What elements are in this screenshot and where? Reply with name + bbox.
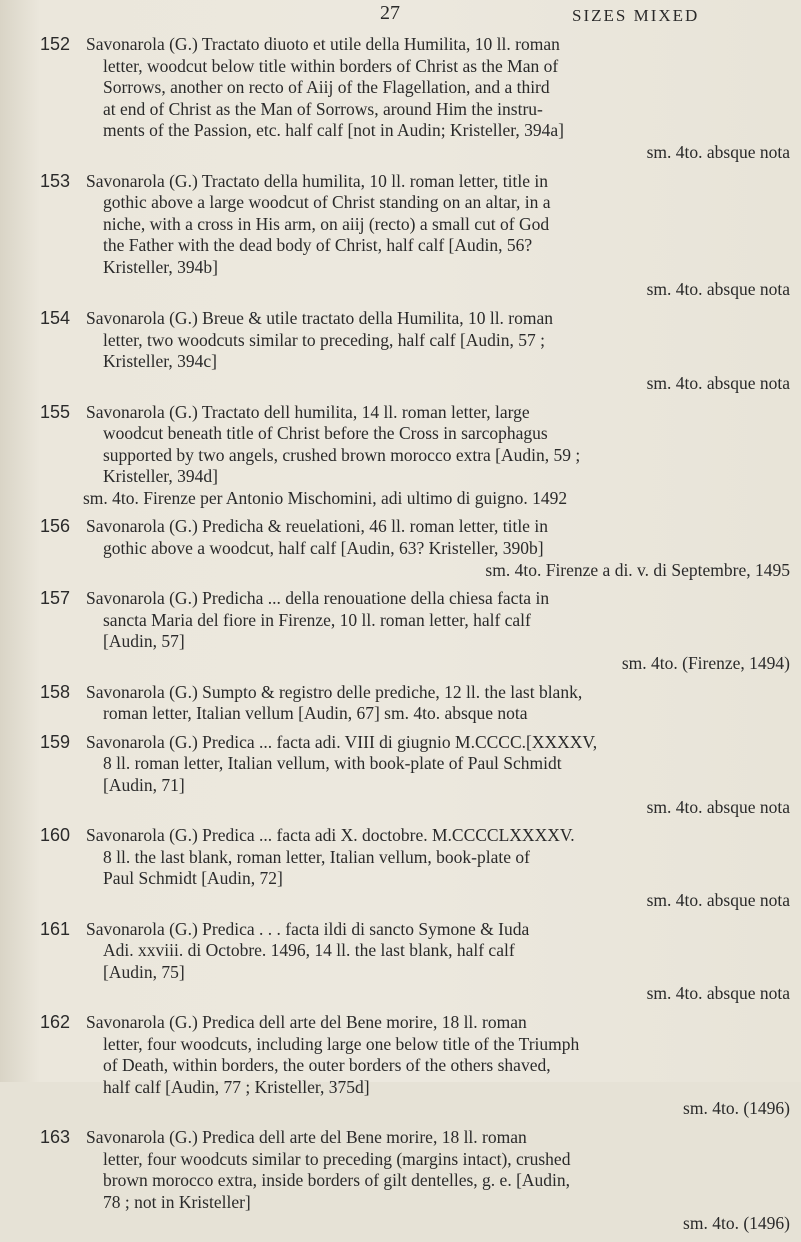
catalogue-entry [0, 402, 801, 510]
entry-description [86, 1012, 792, 1120]
lot-number: 162 [40, 1011, 71, 1032]
entry-line: sm. 4to. absque nota [646, 372, 790, 393]
catalogue-entry [0, 171, 801, 301]
lot-number: 155 [40, 401, 71, 422]
catalogue-entry [0, 825, 801, 911]
catalogue-entry [0, 308, 801, 394]
entry-line: Savonarola (G.) Sumpto & registro delle prediche, 12 ll. the last blank, [86, 681, 583, 702]
entry-line: letter, two woodcuts similar to preceding, half calf [Audin, 57 ; [103, 329, 546, 350]
entry-line: 8 ll. roman letter, Italian vellum, with book-plate of Paul Schmidt [103, 753, 562, 774]
entry-line: Savonarola (G.) Predica . . . facta ildi di sancto Symone & Iuda [86, 918, 530, 939]
entry-line: the Father with the dead body of Christ, half calf [Audin, 56? [103, 235, 533, 256]
catalogue-entry [0, 1127, 801, 1235]
entry-line: Savonarola (G.) Predicha & reuelationi, 46 ll. roman letter, title in [86, 516, 548, 537]
lot-number: 158 [40, 681, 71, 702]
entry-line: Savonarola (G.) Tractato dell humilita, 14 ll. roman letter, large [86, 401, 530, 422]
catalogue-entries [0, 34, 801, 1242]
entry-line: at end of Christ as the Man of Sorrows, around Him the instru- [103, 98, 543, 119]
entry-line: sm. 4to. (1496) [683, 1098, 790, 1119]
entry-line: sm. 4to. absque nota [646, 889, 790, 910]
entry-description [86, 825, 792, 911]
entry-line: Savonarola (G.) Predica ... facta adi. VIII di giugnio M.CCCC.[XXXXV, [86, 731, 598, 752]
entry-line: Savonarola (G.) Tractato della humilita, 10 ll. roman letter, title in [86, 170, 548, 191]
entry-line: sm. 4to. Firenze a di. v. di Septembre, 1495 [485, 559, 790, 580]
entry-line: Savonarola (G.) Predica dell arte del Bene morire, 18 ll. roman [86, 1011, 527, 1032]
entry-line: 78 ; not in Kristeller] [103, 1191, 251, 1212]
entry-line: niche, with a cross in His arm, on aiij (recto) a small cut of God [103, 213, 550, 234]
entry-line: Kristeller, 394c] [103, 351, 217, 372]
entry-line: sm. 4to. (1496) [683, 1213, 790, 1234]
entry-description [86, 34, 792, 164]
entry-line: half calf [Audin, 77 ; Kristeller, 375d] [103, 1076, 370, 1097]
entry-description [86, 732, 792, 818]
entry-line: woodcut beneath title of Christ before the Cross in sarcophagus [103, 423, 548, 444]
entry-line: gothic above a large woodcut of Christ standing on an altar, in a [103, 192, 551, 213]
catalogue-entry [0, 682, 801, 725]
entry-line: Paul Schmidt [Audin, 72] [103, 868, 283, 889]
entry-description [86, 516, 792, 581]
entry-description [86, 1127, 792, 1235]
lot-number: 163 [40, 1126, 71, 1147]
entry-description [86, 308, 792, 394]
entry-line: Kristeller, 394b] [103, 256, 218, 277]
entry-line: supported by two angels, crushed brown morocco extra [Audin, 59 ; [103, 444, 581, 465]
catalogue-entry [0, 516, 801, 581]
entry-description [86, 919, 792, 1005]
entry-line: sm. 4to. absque nota [646, 796, 790, 817]
entry-line: sm. 4to. absque nota [646, 278, 790, 299]
entry-line: roman letter, Italian vellum [Audin, 67] sm. 4to. absque nota [103, 703, 528, 724]
entry-line: Sorrows, another on recto of Aiij of the Flagellation, and a third [103, 77, 550, 98]
entry-line: of Death, within borders, the outer borders of the others shaved, [103, 1055, 551, 1076]
page-number: 27 [380, 2, 400, 24]
entry-line: Adi. xxviii. di Octobre. 1496, 14 ll. the last blank, half calf [103, 940, 515, 961]
entry-line: 8 ll. the last blank, roman letter, Italian vellum, book-plate of [103, 846, 530, 867]
entry-line: [Audin, 75] [103, 961, 185, 982]
entry-line: sm. 4to. (Firenze, 1494) [621, 653, 790, 674]
catalogue-entry [0, 1012, 801, 1120]
lot-number: 152 [40, 34, 71, 54]
entry-description [86, 171, 792, 301]
lot-number: 154 [40, 308, 71, 329]
entry-line: ments of the Passion, etc. half calf [not in Audin; Kristeller, 394a] [103, 120, 564, 141]
catalogue-entry [0, 34, 801, 164]
entry-line: letter, four woodcuts similar to preceding (margins intact), crushed [103, 1148, 571, 1169]
entry-description [86, 588, 792, 674]
entry-line: [Audin, 57] [103, 631, 185, 652]
entry-line: [Audin, 71] [103, 775, 185, 795]
running-head: SIZES MIXED [572, 6, 700, 25]
entry-description [83, 401, 792, 510]
entry-line: letter, woodcut below title within borders of Christ as the Man of [103, 55, 559, 76]
catalogue-entry [0, 919, 801, 1005]
entry-line: sm. 4to. absque nota [646, 141, 790, 162]
entry-line: sm. 4to. Firenze per Antonio Mischomini, adi ultimo di guigno. 1492 [83, 487, 568, 508]
lot-number: 159 [40, 731, 71, 752]
entry-line: Savonarola (G.) Tractato diuoto et utile della Humilita, 10 ll. roman [86, 34, 560, 54]
entry-line: Kristeller, 394d] [103, 466, 218, 487]
entry-line: Savonarola (G.) Predicha ... della renouatione della chiesa facta in [86, 588, 550, 609]
lot-number: 161 [40, 918, 71, 939]
entry-line: letter, four woodcuts, including large one below title of the Triumph [103, 1033, 580, 1054]
entry-line: brown morocco extra, inside borders of gilt dentelles, g. e. [Audin, [103, 1170, 571, 1191]
entry-line: Savonarola (G.) Predica dell arte del Bene morire, 18 ll. roman [86, 1126, 527, 1147]
lot-number: 157 [40, 588, 71, 609]
lot-number: 156 [40, 516, 71, 537]
entry-line: Savonarola (G.) Predica ... facta adi X. doctobre. M.CCCCLXXXXV. [86, 825, 575, 846]
entry-description [86, 682, 792, 725]
lot-number: 153 [40, 170, 71, 191]
lot-number: 160 [40, 825, 71, 846]
entry-line: gothic above a woodcut, half calf [Audin, 63? Kristeller, 390b] [103, 538, 544, 559]
page-header [0, 2, 801, 26]
entry-line: sancta Maria del fiore in Firenze, 10 ll. roman letter, half calf [103, 609, 531, 630]
catalogue-entry [0, 732, 801, 818]
entry-line: Savonarola (G.) Breue & utile tractato della Humilita, 10 ll. roman [86, 308, 554, 329]
entry-line: sm. 4to. absque nota [646, 983, 790, 1004]
catalogue-entry [0, 588, 801, 674]
